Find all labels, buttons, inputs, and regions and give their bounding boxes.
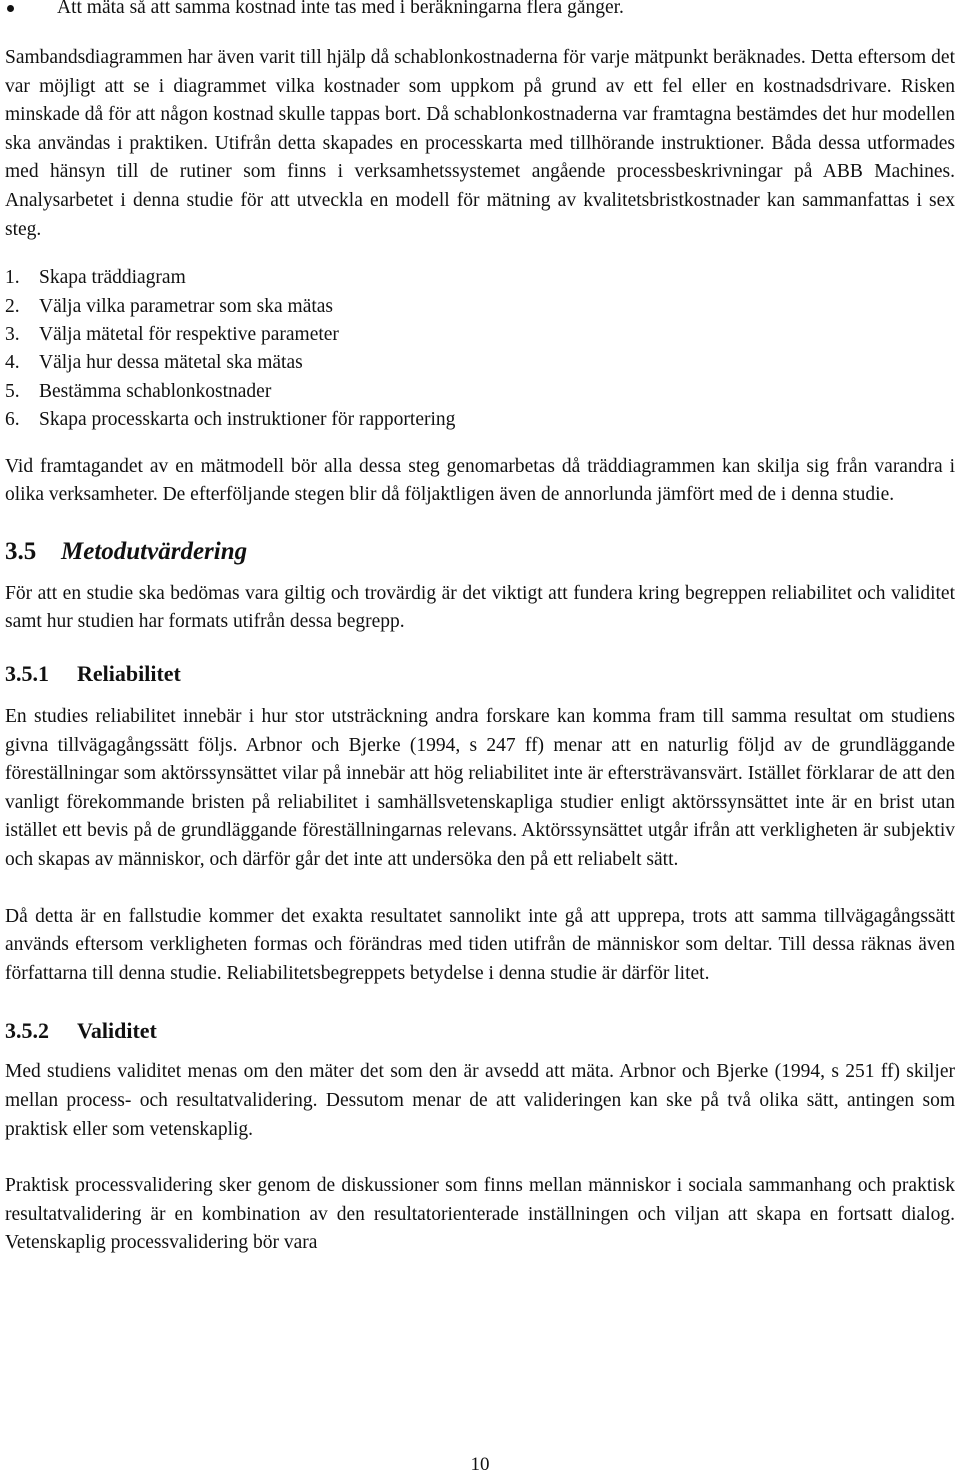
step-item xyxy=(5,264,955,292)
subsection-title: Reliabilitet xyxy=(77,660,181,686)
subsection-heading-reliabilitet xyxy=(5,659,955,689)
paragraph-model-development: Vid framtagandet av en mätmodell bör alla dessa steg genomarbetas då träddiagrammen kan skilja sig från varandra i olika verksamheter. De efterföljande stegen blir då följaktligen även de annorlunda jämfört med de i denna studie. xyxy=(5,455,955,506)
document-page xyxy=(5,0,955,1258)
step-text: Skapa träddiagram xyxy=(39,267,186,289)
paragraph-practical-validation: Praktisk processvalidering sker genom de diskussioner som finns mellan människor i sociala sammanhang och praktisk resultatvalidering är en kombination av den resultatorienterade inställningen och viljan att skapa en fortsatt dialog. Vetenskaplig processvalidering bör vara xyxy=(5,1175,955,1254)
paragraph-method-intro: För att en studie ska bedömas vara giltig och trovärdig är det viktigt att fundera kring begreppen reliabilitet och validitet samt hur studien har formats utifrån dessa begrepp. xyxy=(5,582,955,633)
step-number: 4. xyxy=(5,352,20,374)
subsection-number: 3.5.2 xyxy=(5,1018,49,1044)
step-text: Bestämma schablonkostnader xyxy=(39,380,272,402)
step-item xyxy=(5,378,955,406)
steps-list xyxy=(5,264,955,434)
step-number: 2. xyxy=(5,295,20,317)
section-heading-metodutvardering xyxy=(5,536,955,568)
step-number: 5. xyxy=(5,380,20,402)
step-number: 3. xyxy=(5,323,20,345)
step-text: Välja vilka parametrar som ska mätas xyxy=(39,295,334,317)
step-text: Välja hur dessa mätetal ska mätas xyxy=(39,352,303,374)
subsection-title: Validitet xyxy=(77,1018,157,1044)
paragraph-validity-definition: Med studiens validitet menas om den mäter det som den är avsedd att mäta. Arbnor och Bjerke (1994, s 251 ff) skiljer mellan process- och resultatvalidering. Dessutom menar de att valideringen kan ske på två olika sätt, antingen som praktisk eller som vetenskaplig. xyxy=(5,1061,955,1140)
bullet-text: Att mäta så att samma kostnad inte tas med i beräkningarna flera gånger. xyxy=(57,0,624,18)
bullet-item xyxy=(5,0,955,22)
step-item xyxy=(5,293,955,321)
step-text: Välja mätetal för respektive parameter xyxy=(39,323,339,345)
page-number: 10 xyxy=(470,1454,490,1475)
step-item xyxy=(5,349,955,377)
paragraph-reliability-case-study: Då detta är en fallstudie kommer det exakta resultatet sannolikt inte gå att upprepa, trots att samma tillvägagångssätt används eftersom verkligheten formas och förändras med tiden utifrån de människor som deltar. Till dessa räknas även författarna till denna studie. Reliabilitetsbegreppets betydelse i denna studie är därför litet. xyxy=(5,905,955,984)
step-text: Skapa processkarta och instruktioner för rapportering xyxy=(39,409,456,431)
paragraph-analysis-summary: Sambandsdiagrammen har även varit till hjälp då schablonkostnaderna för varje mätpunkt beräknades. Detta eftersom det var möjligt att se i diagrammet vilka kostnader som uppkom på grund av ett fel eller en kostnadsdrivare. Risken minskade då för att någon kostnad skulle tappas bort. Då schablonkostnaderna var framtagna bestämdes det hur modellen ska användas i praktiken. Utifrån detta skapades en processkarta med tillhörande instruktioner. Båda dessa utformades med hänsyn till de rutiner som finns i verksamhetssystemet angående processbeskrivningar på ABB Machines. Analysarbetet i denna studie för att utveckla en modell för mätning av kvalitetsbristkostnader kan sammanfattas i sex steg. xyxy=(5,47,955,240)
step-item xyxy=(5,321,955,349)
step-number: 1. xyxy=(5,267,20,289)
subsection-number: 3.5.1 xyxy=(5,660,49,686)
step-item xyxy=(5,406,955,434)
section-number: 3.5 xyxy=(5,537,37,565)
subsection-heading-validitet xyxy=(5,1016,955,1046)
section-title: Metodutvärdering xyxy=(61,537,248,565)
bullet-list xyxy=(5,0,955,30)
paragraph-reliability-definition: En studies reliabilitet innebär i hur stor utsträckning andra forskare kan komma fram till samma resultat om studiens givna tillvägagångssätt följs. Arbnor och Bjerke (1994, s 247 ff) menar att en naturlig följd av de grundläggande föreställningar som aktörssynsättet vilar på innebär att hög reliabilitet inte är eftersträvansvärt. Istället förklarar de att den vanligt förekommande bristen på reliabilitet i samhällsvetenskapliga studier enligt aktörssynsättet inte är en brist utan istället ett bevis på de grundläggande föreställningarnas relevans. Aktörssynsättet utgår ifrån att verkligheten är subjektiv och skapas av människor, och därför går det inte att undersöka den på ett reliabelt sätt. xyxy=(5,705,955,870)
step-number: 6. xyxy=(5,409,20,431)
bullet-dot-icon xyxy=(7,5,14,12)
